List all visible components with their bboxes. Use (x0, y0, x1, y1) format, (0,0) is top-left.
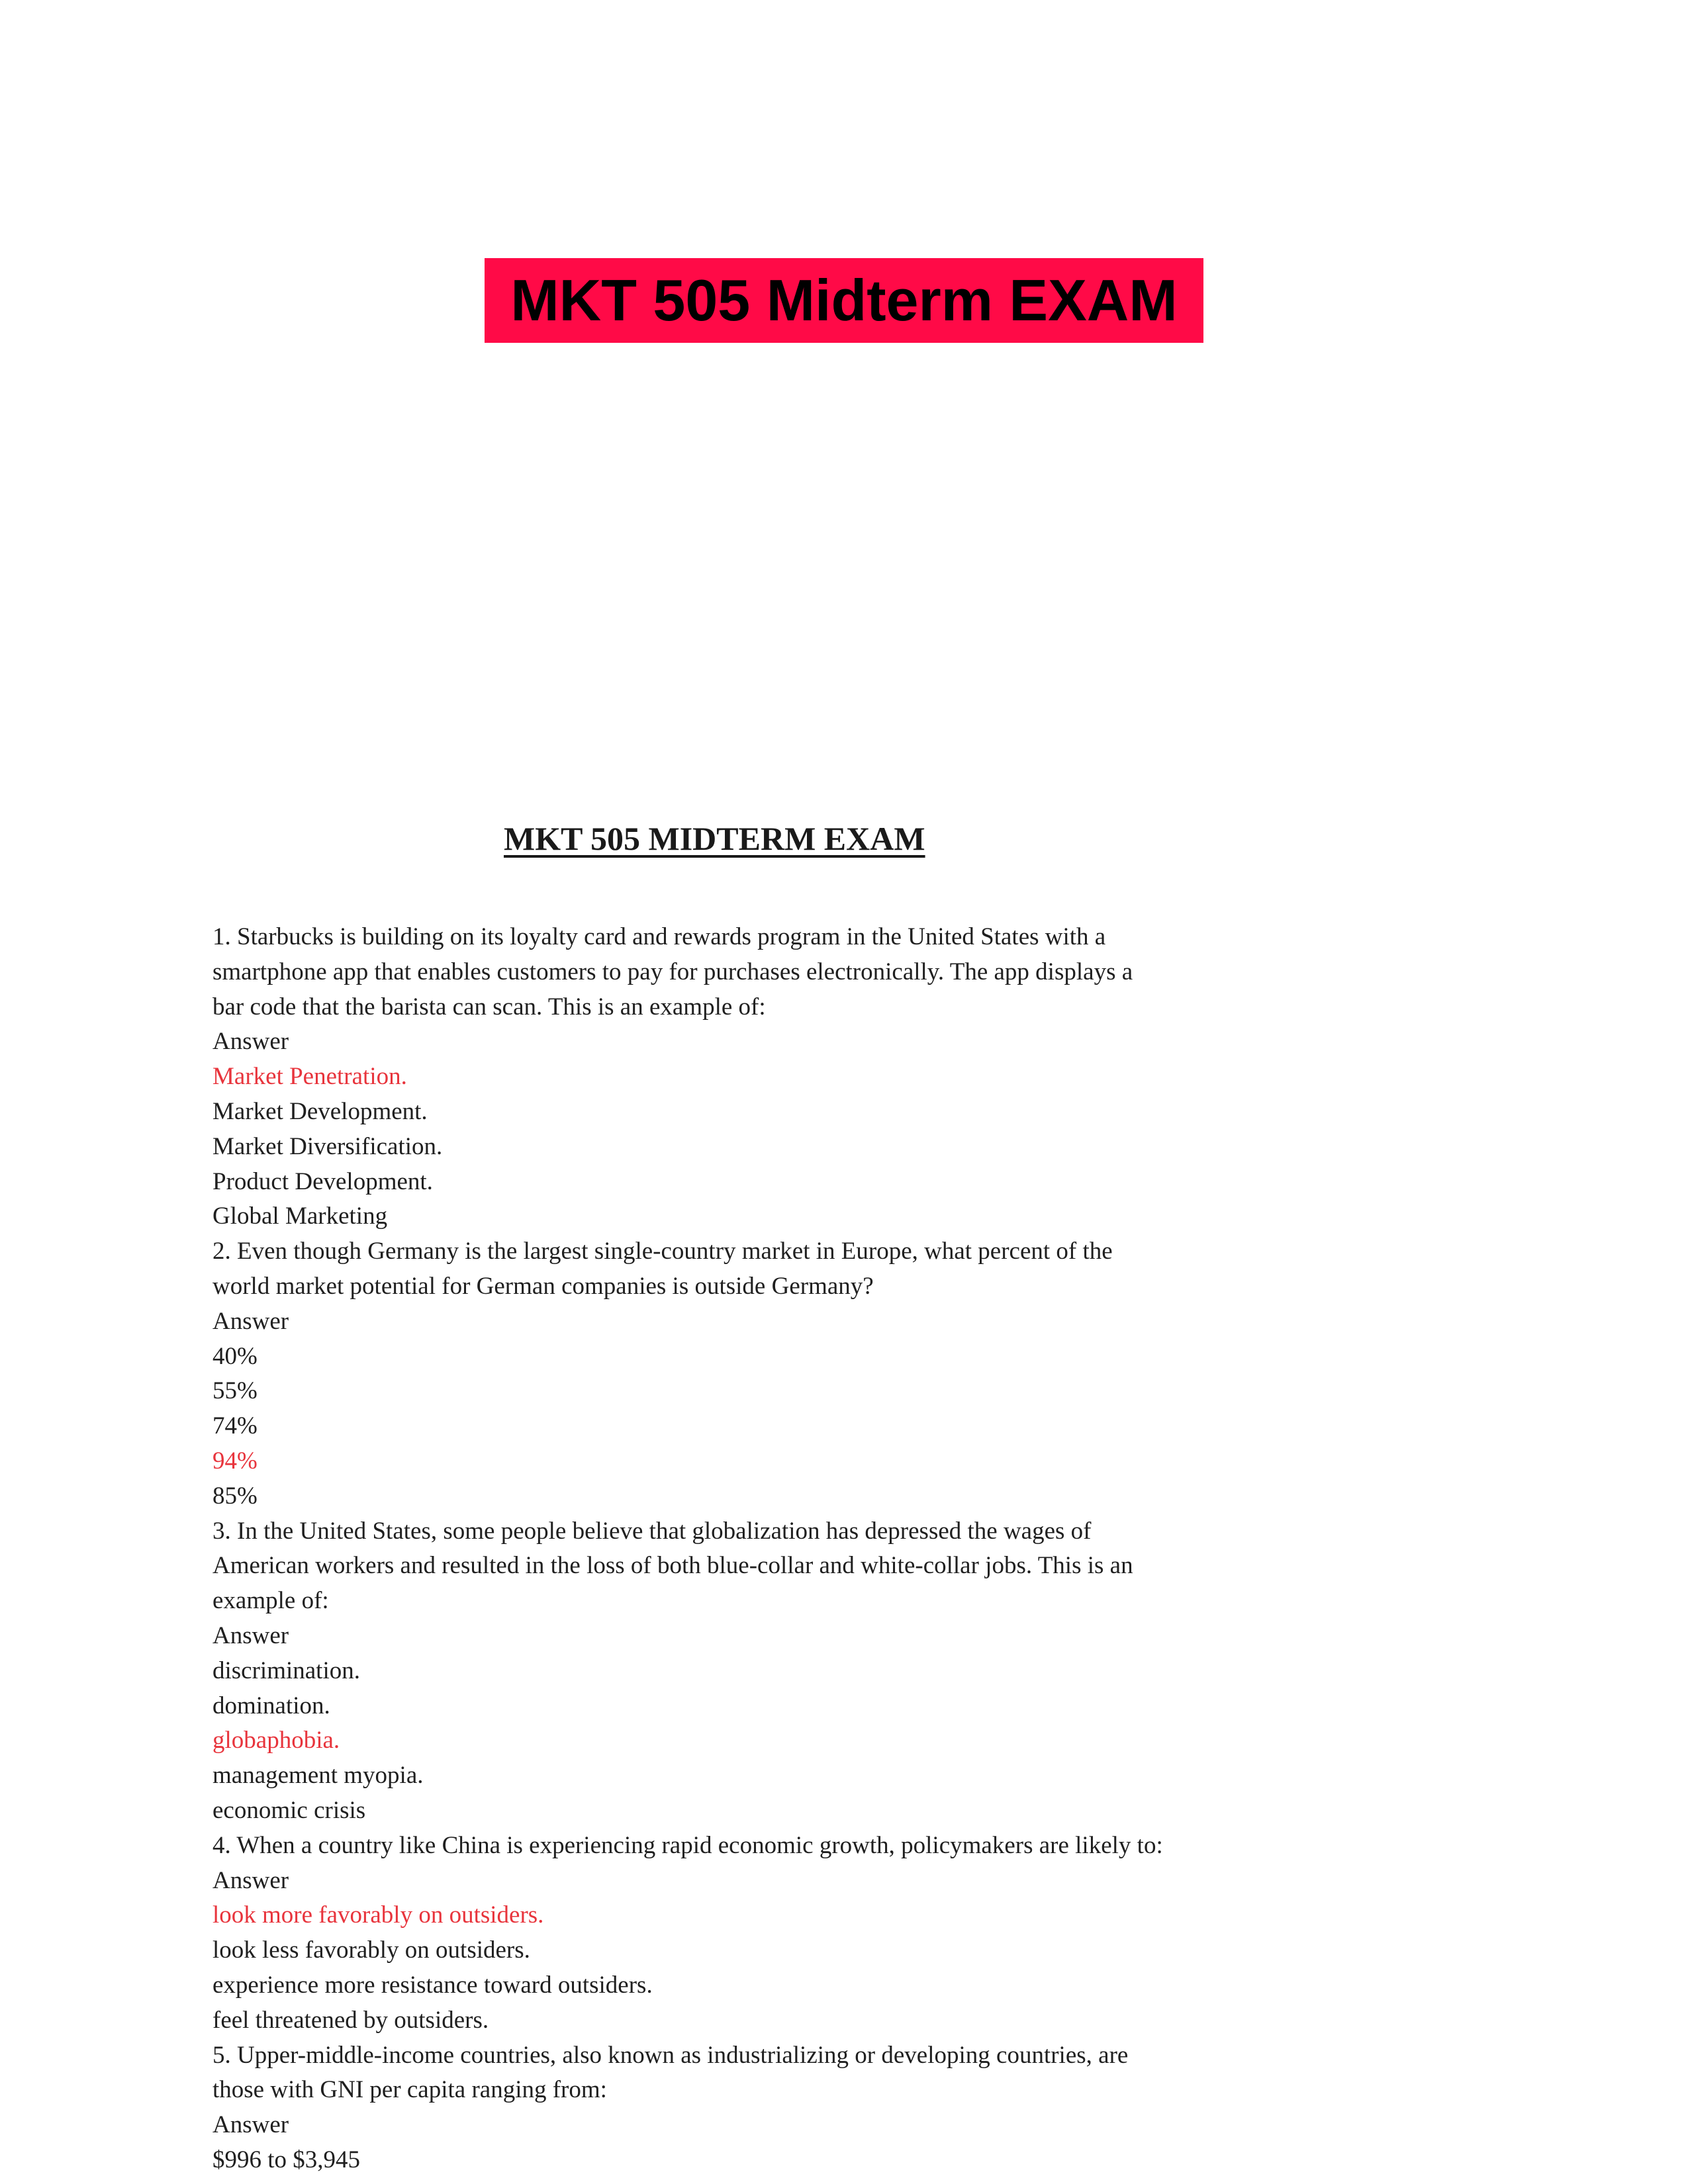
question-text: 3. In the United States, some people believe that globalization has depressed the wages of (212, 1517, 1092, 1545)
question-text: smartphone app that enables customers to pay for purchases electronically. The app displays a (212, 958, 1133, 985)
answer-option: feel threatened by outsiders. (212, 2006, 489, 2034)
answer-option: management myopia. (212, 1762, 424, 1790)
banner-title: MKT 505 Midterm EXAM (510, 267, 1178, 333)
answer-option: discrimination. (212, 1657, 360, 1684)
document-title: MKT 505 MIDTERM EXAM (504, 820, 925, 857)
question-text: those with GNI per capita ranging from: (212, 2076, 607, 2104)
question-text: bar code that the barista can scan. This is an example of: (212, 993, 766, 1021)
answer-option: Market Development. (212, 1097, 428, 1125)
title-banner (485, 258, 1203, 343)
answer-label: Answer (212, 1307, 289, 1335)
question-text: example of: (212, 1587, 329, 1615)
answer-label: Answer (212, 1028, 289, 1056)
correct-answer-option: Market Penetration. (212, 1063, 407, 1091)
question-text: 5. Upper-middle-income countries, also known as industrializing or developing countries, are (212, 2041, 1129, 2069)
answer-option: 55% (212, 1377, 258, 1405)
answer-option: Product Development. (212, 1167, 433, 1195)
answer-option: look less favorably on outsiders. (212, 1936, 530, 1964)
question-list (212, 920, 1285, 2178)
answer-option: $996 to $3,945 (212, 2146, 361, 2173)
answer-option: experience more resistance toward outsiders. (212, 1971, 653, 1999)
question-text: 4. When a country like China is experiencing rapid economic growth, policymakers are likely to: (212, 1831, 1163, 1859)
answer-label: Answer (212, 2111, 289, 2139)
answer-option: domination. (212, 1692, 330, 1719)
answer-option: Global Marketing (212, 1203, 388, 1230)
answer-option: 74% (212, 1412, 258, 1440)
question-text: 2. Even though Germany is the largest single-country market in Europe, what percent of the (212, 1238, 1113, 1265)
question-text: American workers and resulted in the loss of both blue-collar and white-collar jobs. This is an (212, 1552, 1133, 1580)
answer-option: 40% (212, 1342, 258, 1370)
answer-label: Answer (212, 1866, 289, 1894)
answer-option: 85% (212, 1482, 258, 1510)
correct-answer-option: 94% (212, 1447, 258, 1475)
question-text: 1. Starbucks is building on its loyalty card and rewards program in the United States with a (212, 923, 1106, 950)
answer-label: Answer (212, 1621, 289, 1649)
correct-answer-option: look more favorably on outsiders. (212, 1901, 544, 1929)
answer-option: economic crisis (212, 1796, 366, 1824)
answer-option: Market Diversification. (212, 1132, 443, 1160)
question-text: world market potential for German companies is outside Germany? (212, 1272, 874, 1300)
correct-answer-option: globaphobia. (212, 1727, 340, 1754)
